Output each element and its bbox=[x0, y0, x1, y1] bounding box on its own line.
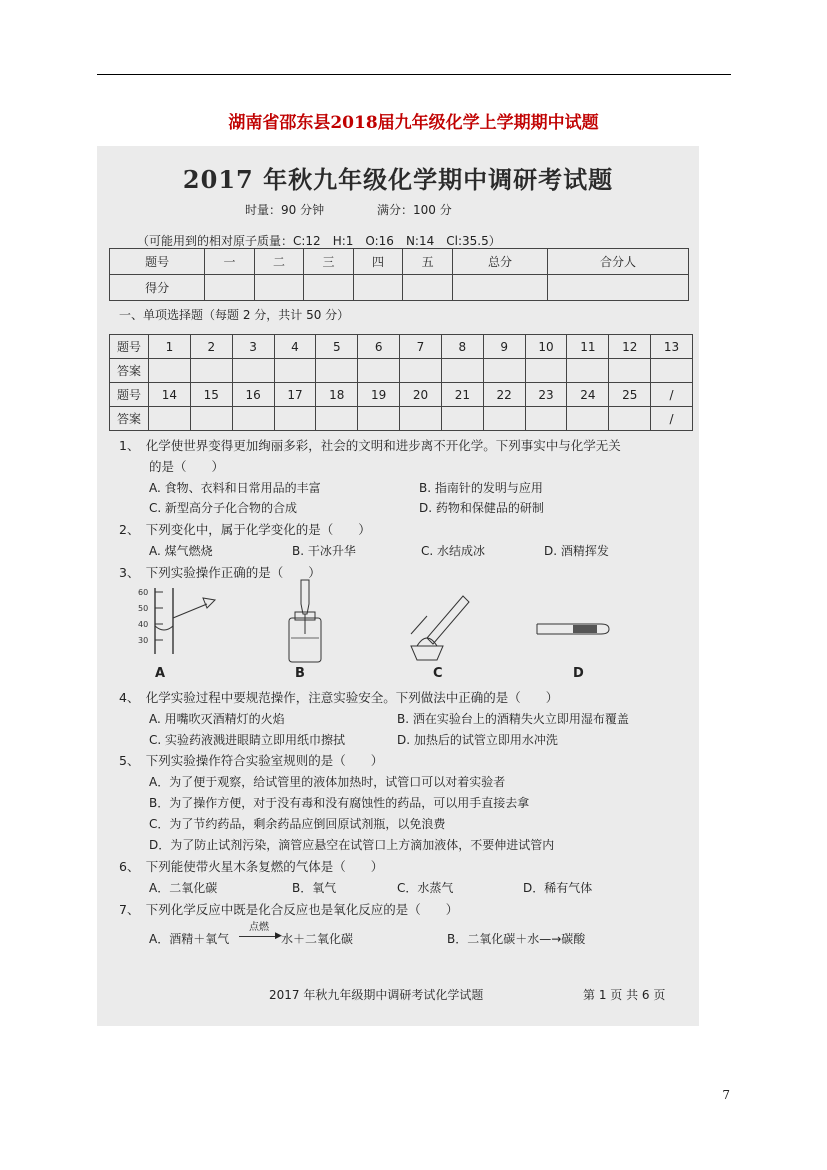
document-title: 湖南省邵东县2018届九年级化学上学期期中试题 bbox=[228, 113, 599, 133]
reaction-condition-ignite: 点燃 bbox=[249, 922, 269, 933]
exam-footer-page: 第 1 页 共 6 页 bbox=[583, 988, 666, 1002]
question-5-option-b: B．为了操作方便，对于没有毒和没有腐蚀性的药品，可以用手直接去拿 bbox=[149, 796, 530, 810]
answer-grid-answer-cell bbox=[441, 407, 483, 431]
answer-grid-number-cell: 3 bbox=[232, 335, 274, 359]
tick-60: 60 bbox=[138, 588, 149, 597]
question-1-stem: 1、 化学使世界变得更加绚丽多彩，社会的文明和进步离不开化学。下列事实中与化学无关 bbox=[119, 438, 621, 453]
answer-grid-number-cell: 1 bbox=[149, 335, 191, 359]
question-1-option-a: A. 食物、衣料和日常用品的丰富 bbox=[149, 481, 321, 495]
answer-grid bbox=[109, 334, 693, 431]
score-table-empty-cell bbox=[452, 275, 547, 301]
score-table-empty-cell bbox=[353, 275, 403, 301]
answer-grid-number-cell: 22 bbox=[483, 383, 525, 407]
answer-grid-number-cell: 17 bbox=[274, 383, 316, 407]
score-table-header-cell: 题号 bbox=[110, 249, 205, 275]
tick-50: 50 bbox=[138, 604, 149, 613]
tick-40: 40 bbox=[138, 620, 149, 629]
figure-c-heating-tube bbox=[397, 586, 477, 664]
answer-grid-row-label: 答案 bbox=[110, 359, 149, 383]
question-1-option-d: D. 药物和保健品的研制 bbox=[419, 501, 544, 515]
answer-grid-number-cell: 13 bbox=[651, 335, 693, 359]
section-1-heading: 一、单项选择题（每题 2 分，共计 50 分） bbox=[119, 308, 350, 322]
reaction-arrow bbox=[239, 936, 279, 937]
answer-grid-answer-cell bbox=[190, 407, 232, 431]
score-table-row-label: 得分 bbox=[110, 275, 205, 301]
answer-grid-answer-row-2 bbox=[110, 407, 693, 431]
exam-footer-title: 2017 年秋九年级期中调研考试化学试题 bbox=[269, 988, 484, 1002]
answer-grid-answer-cell bbox=[190, 359, 232, 383]
answer-grid-answer-cell bbox=[274, 407, 316, 431]
score-table-empty-cell bbox=[403, 275, 453, 301]
score-table-header-cell: 总分 bbox=[452, 249, 547, 275]
question-1-option-c: C. 新型高分子化合物的合成 bbox=[149, 501, 298, 515]
scanned-exam-page bbox=[97, 146, 699, 1026]
score-table-empty-cell bbox=[548, 275, 689, 301]
score-table-empty-cell bbox=[254, 275, 304, 301]
answer-grid-answer-cell bbox=[400, 359, 442, 383]
arrow-head: ▶ bbox=[275, 931, 282, 941]
answer-grid-number-cell: / bbox=[651, 383, 693, 407]
answer-grid-number-cell: 5 bbox=[316, 335, 358, 359]
answer-grid-number-cell: 18 bbox=[316, 383, 358, 407]
answer-grid-answer-cell bbox=[274, 359, 316, 383]
answer-grid-answer-cell bbox=[525, 359, 567, 383]
answer-grid-number-cell: 21 bbox=[441, 383, 483, 407]
answer-grid-number-cell: 19 bbox=[358, 383, 400, 407]
answer-grid-answer-cell bbox=[316, 359, 358, 383]
question-6-option-c: C．水蒸气 bbox=[397, 881, 454, 895]
question-1-option-b: B. 指南针的发明与应用 bbox=[419, 481, 543, 495]
answer-grid-answer-cell bbox=[316, 407, 358, 431]
score-table-score-row bbox=[110, 275, 689, 301]
answer-grid-number-cell: 14 bbox=[149, 383, 191, 407]
question-5-option-a: A．为了便于观察，给试管里的液体加热时，试管口可以对着实验者 bbox=[149, 775, 506, 789]
question-2-option-d: D. 酒精挥发 bbox=[544, 544, 609, 558]
question-6-option-d: D．稀有气体 bbox=[523, 881, 593, 895]
question-4-option-b: B. 洒在实验台上的酒精失火立即用湿布覆盖 bbox=[397, 712, 629, 726]
answer-grid-number-row-2 bbox=[110, 383, 693, 407]
question-2-stem: 2、 下列变化中，属于化学变化的是（ ） bbox=[119, 522, 371, 537]
question-7-option-b: B．二氧化碳＋水—→碳酸 bbox=[447, 932, 586, 946]
answer-grid-number-cell: 24 bbox=[567, 383, 609, 407]
answer-grid-answer-row-1 bbox=[110, 359, 693, 383]
question-4-option-a: A. 用嘴吹灭酒精灯的火焰 bbox=[149, 712, 285, 726]
answer-grid-number-cell: 7 bbox=[400, 335, 442, 359]
question-7-option-a-left: A．酒精＋氧气 bbox=[149, 932, 230, 946]
score-table bbox=[109, 248, 689, 301]
answer-grid-answer-cell bbox=[609, 359, 651, 383]
answer-grid-answer-cell bbox=[609, 407, 651, 431]
answer-grid-number-cell: 16 bbox=[232, 383, 274, 407]
score-table-header-cell: 三 bbox=[304, 249, 354, 275]
exam-title: 2017 年秋九年级化学期中调研考试题 bbox=[182, 165, 614, 194]
answer-grid-answer-cell bbox=[525, 407, 567, 431]
score-table-header-cell: 五 bbox=[403, 249, 453, 275]
question-4-stem: 4、 化学实验过程中要规范操作，注意实验安全。下列做法中正确的是（ ） bbox=[119, 690, 559, 705]
atomic-masses-note: （可能用到的相对原子质量：C:12 H:1 O:16 N:14 Cl:35.5） bbox=[137, 234, 501, 248]
answer-grid-number-cell: 4 bbox=[274, 335, 316, 359]
answer-grid-number-cell: 20 bbox=[400, 383, 442, 407]
figure-label-c: C bbox=[433, 666, 443, 681]
answer-grid-row-label: 答案 bbox=[110, 407, 149, 431]
score-table-header-row bbox=[110, 249, 689, 275]
score-table-header-cell: 二 bbox=[254, 249, 304, 275]
question-1-stem-cont: 的是（ ） bbox=[149, 459, 225, 474]
question-5-option-c: C．为了节约药品，剩余药品应倒回原试剂瓶，以免浪费 bbox=[149, 817, 446, 831]
answer-grid-answer-cell bbox=[483, 359, 525, 383]
question-2-option-b: B. 干冰升华 bbox=[292, 544, 356, 558]
score-table-header-cell: 一 bbox=[205, 249, 255, 275]
figure-label-b: B bbox=[295, 666, 305, 681]
score-table-empty-cell bbox=[205, 275, 255, 301]
answer-grid-answer-cell bbox=[567, 359, 609, 383]
question-5-stem: 5、 下列实验操作符合实验室规则的是（ ） bbox=[119, 753, 384, 768]
answer-grid-answer-cell bbox=[483, 407, 525, 431]
answer-grid-row-label: 题号 bbox=[110, 335, 149, 359]
question-5-option-d: D．为了防止试剂污染，滴管应悬空在试管口上方滴加液体，不要伸进试管内 bbox=[149, 838, 555, 852]
score-table-header-cell: 合分人 bbox=[548, 249, 689, 275]
question-4-option-d: D. 加热后的试管立即用水冲洗 bbox=[397, 733, 558, 747]
score-table-header-cell: 四 bbox=[353, 249, 403, 275]
answer-grid-number-cell: 12 bbox=[609, 335, 651, 359]
question-6-stem: 6、 下列能使带火星木条复燃的气体是（ ） bbox=[119, 859, 384, 874]
answer-grid-answer-cell bbox=[400, 407, 442, 431]
figure-d-test-tube bbox=[533, 616, 613, 642]
answer-grid-answer-cell bbox=[358, 359, 400, 383]
answer-grid-number-cell: 6 bbox=[358, 335, 400, 359]
question-3-stem: 3、 下列实验操作正确的是（ ） bbox=[119, 565, 321, 580]
answer-grid-number-row-1 bbox=[110, 335, 693, 359]
figure-b-dropper-bottle bbox=[279, 578, 329, 664]
question-7-stem: 7、 下列化学反应中既是化合反应也是氧化反应的是（ ） bbox=[119, 902, 459, 917]
answer-grid-number-cell: 11 bbox=[567, 335, 609, 359]
answer-grid-number-cell: 9 bbox=[483, 335, 525, 359]
answer-grid-answer-cell bbox=[232, 407, 274, 431]
page-number: 7 bbox=[722, 1088, 730, 1102]
answer-grid-number-cell: 8 bbox=[441, 335, 483, 359]
answer-grid-answer-cell bbox=[149, 359, 191, 383]
answer-grid-slash-cell: / bbox=[651, 407, 693, 431]
figure-label-d: D bbox=[573, 666, 584, 681]
answer-grid-answer-cell bbox=[358, 407, 400, 431]
question-6-option-a: A．二氧化碳 bbox=[149, 881, 218, 895]
answer-grid-number-cell: 2 bbox=[190, 335, 232, 359]
question-6-option-b: B．氧气 bbox=[292, 881, 337, 895]
answer-grid-row-label: 题号 bbox=[110, 383, 149, 407]
score-table-empty-cell bbox=[304, 275, 354, 301]
answer-grid-number-cell: 25 bbox=[609, 383, 651, 407]
tick-30: 30 bbox=[138, 636, 149, 645]
answer-grid-answer-cell bbox=[567, 407, 609, 431]
answer-grid-answer-cell bbox=[149, 407, 191, 431]
figure-label-a: A bbox=[155, 666, 166, 681]
question-2-option-c: C. 水结成冰 bbox=[421, 544, 486, 558]
answer-grid-number-cell: 23 bbox=[525, 383, 567, 407]
header-rule bbox=[97, 74, 731, 75]
question-7-option-a-right: 水＋二氧化碳 bbox=[281, 932, 354, 946]
figure-a-cylinder-reading bbox=[137, 584, 237, 660]
exam-time: 时量：90 分钟 bbox=[245, 203, 325, 217]
answer-grid-answer-cell bbox=[441, 359, 483, 383]
answer-grid-answer-cell bbox=[232, 359, 274, 383]
answer-grid-number-cell: 15 bbox=[190, 383, 232, 407]
question-4-option-c: C. 实验药液溅进眼睛立即用纸巾擦拭 bbox=[149, 733, 346, 747]
answer-grid-number-cell: 10 bbox=[525, 335, 567, 359]
exam-full-score: 满分：100 分 bbox=[377, 203, 452, 217]
answer-grid-answer-cell bbox=[651, 359, 693, 383]
question-2-option-a: A. 煤气燃烧 bbox=[149, 544, 213, 558]
